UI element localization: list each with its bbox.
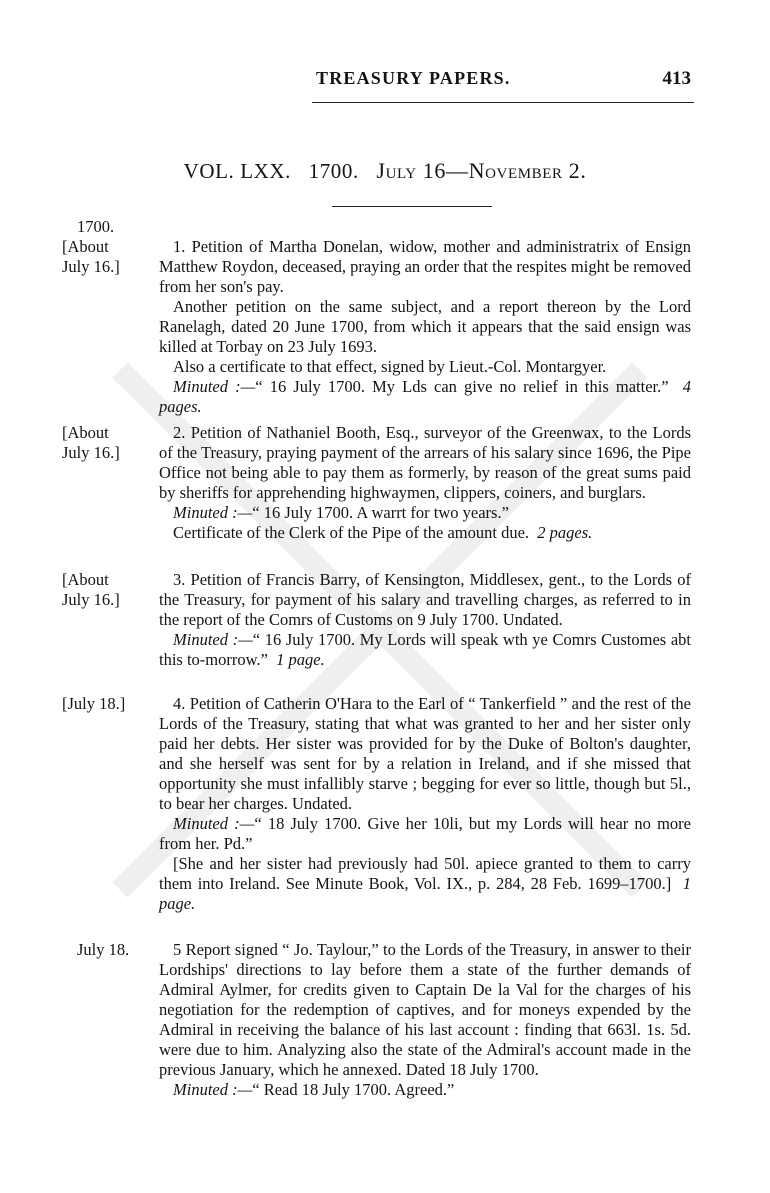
- entry-text: [159, 694, 691, 914]
- entry-date: [62, 423, 146, 463]
- date-line: [About: [62, 570, 109, 589]
- date-line: July 18.: [77, 940, 130, 959]
- paragraph: 5 Report signed “ Jo. Taylour,” to the Lords of the Treasury, in answer to their Lordships' directions to lay before them a state of the further demands of Admiral Aylmer, for credits given to Captain De la Val for the charges of his negotiation for the redemption of captives, and for moneys expended by the Admiral in receiving the balance of his last account : finding that 663l. 1s. 5d. were due to him. Analyzing also the state of the Admiral's account made in the previous January, which he annexed. Dated 18 July 1700.: [159, 940, 691, 1079]
- running-header: [316, 68, 691, 98]
- date-line: [July 18.]: [62, 694, 126, 713]
- minute: [159, 377, 691, 417]
- page-count: 1 page.: [159, 874, 691, 913]
- date-line: July 16.]: [62, 257, 120, 276]
- minute-text: “ 16 July 1700. My Lds can give no relief in this matter.”: [255, 377, 669, 396]
- paragraph: Another petition on the same subject, and a report thereon by the Lord Ranelagh, dated 20 June 1700, from which it appears that the said ensign was killed at Torbay on 23 July 1693.: [159, 297, 691, 356]
- minute-label: Minuted :—: [173, 503, 253, 522]
- date-line: [About: [62, 423, 109, 442]
- entry-date: [77, 940, 161, 960]
- minute-label: Minuted :—: [173, 1080, 253, 1099]
- bracket-note: [159, 854, 691, 914]
- entry-date: [62, 694, 146, 714]
- volume-number: VOL. LXX.: [183, 159, 292, 183]
- page-number: 413: [662, 68, 691, 89]
- margin-year: 1700.: [77, 217, 115, 236]
- page-count: 2 pages.: [537, 523, 593, 542]
- bracket-note-text: [She and her sister had previously had 50l. apiece granted to them to carry them into Ireland. See Minute Book, Vol. IX., p. 284, 28 Feb. 1699–1700.]: [159, 854, 691, 893]
- title-rule: [332, 206, 492, 207]
- entry-date: [62, 570, 146, 610]
- volume-year: 1700.: [308, 159, 359, 183]
- minute: [159, 814, 691, 854]
- date-line: July 16.]: [62, 443, 120, 462]
- minute-text: “ 16 July 1700. My Lords will speak wth ye Comrs Customes abt this to-morrow.”: [159, 630, 691, 669]
- minute-label: Minuted :—: [173, 814, 255, 833]
- date-line: July 16.]: [62, 590, 120, 609]
- minute-text: “ Read 18 July 1700. Agreed.”: [252, 1080, 455, 1099]
- entry-text: [159, 423, 691, 543]
- entry-text: [159, 237, 691, 417]
- paragraph: 2. Petition of Nathaniel Booth, Esq., surveyor of the Greenwax, to the Lords of the Treasury, praying payment of the arrears of his salary since 1696, the Pipe Office not being able to pay them as formerly, by reason of the great sums paid by sheriffs for apprehending highwaymen, clippers, coiners, and burglars.: [159, 423, 691, 502]
- minute: [159, 1080, 691, 1100]
- minute-text: “ 18 July 1700. Give her 10li, but my Lords will hear no more from her. Pd.”: [159, 814, 692, 853]
- paragraph: 1. Petition of Martha Donelan, widow, mother and administratrix of Ensign Matthew Roydon, deceased, praying an order that the respites might be removed from her son's pay.: [159, 237, 691, 296]
- minute-label: Minuted :—: [173, 630, 253, 649]
- entry-text: [159, 570, 691, 670]
- page-count: 1 page.: [276, 650, 325, 669]
- minute-label: Minuted :—: [173, 377, 256, 396]
- minute: [159, 630, 691, 670]
- volume-title: [0, 158, 770, 184]
- entry-date: [62, 237, 146, 277]
- certificate-note: [159, 523, 691, 543]
- header-rule: [312, 102, 694, 103]
- certificate-text: Certificate of the Clerk of the Pipe of the amount due.: [173, 523, 530, 542]
- running-title: TREASURY PAPERS.: [316, 68, 511, 88]
- page-count: 4 pages.: [159, 377, 692, 416]
- paragraph: 3. Petition of Francis Barry, of Kensington, Middlesex, gent., to the Lords of the Treasury, for payment of his salary and travelling charges, as referred to in the report of the Comrs of Customs on 9 July 1700. Undated.: [159, 570, 691, 629]
- minute: [159, 503, 691, 523]
- entry-text: [159, 940, 691, 1100]
- minute-text: “ 16 July 1700. A warrt for two years.”: [252, 503, 509, 522]
- volume-range: July 16—November 2.: [376, 158, 587, 183]
- date-line: [About: [62, 237, 109, 256]
- paragraph: 4. Petition of Catherin O'Hara to the Earl of “ Tankerfield ” and the rest of the Lords of the Treasury, stating that what was granted to her and her sister only paid her debts. Her sister was provided for by the Duke of Bolton's daughter, and she herself was sent for by a relation in Ireland, and if she missed that opportunity she must infallibly starve ; begging for ever so little, though but 5l., to bear her charges. Undated.: [159, 694, 691, 813]
- paragraph: Also a certificate to that effect, signed by Lieut.-Col. Montargyer.: [173, 357, 607, 376]
